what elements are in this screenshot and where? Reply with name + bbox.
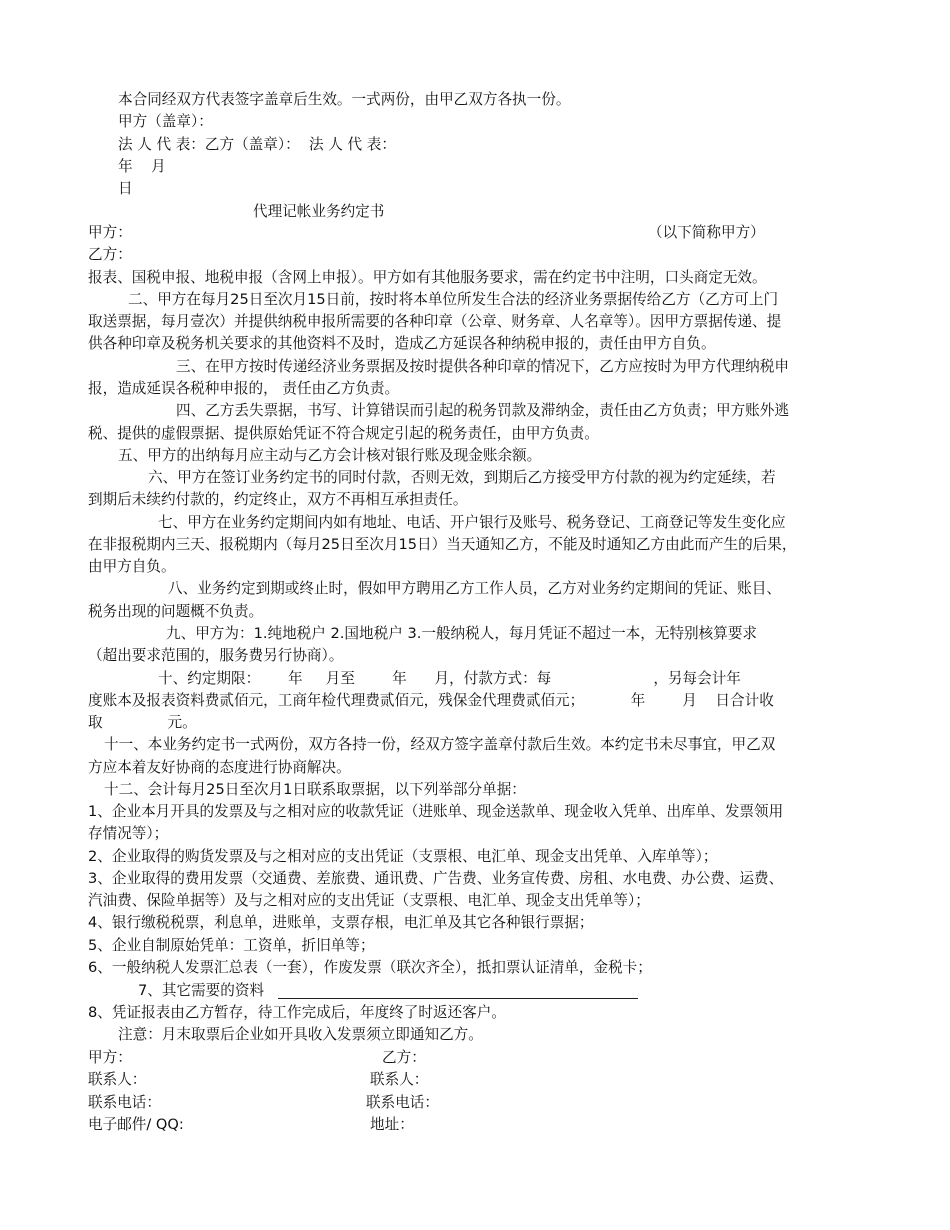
paragraph-line: 4、银行缴税税票，利息单，进账单，支票存根，电汇单及其它各种银行票据；	[88, 914, 594, 931]
paragraph-line: 8、凭证报表由乙方暂存，待工作完成后，年度终了时返还客户。	[88, 1004, 506, 1021]
sign-party-b: 乙方：	[382, 1049, 426, 1066]
paragraph-line: 供各种印章及税务机关要求的其他资料不及时，造成乙方延误各种纳税申报的，责任由甲方自负。	[88, 335, 716, 352]
legal-rep-line: 法 人 代 表：乙方（盖章）： 法 人 代 表：	[118, 136, 396, 153]
paragraph-line: 由甲方自负。	[88, 558, 176, 575]
paragraph-line: 7、其它需要的资料	[138, 982, 265, 999]
party-b-contact: 联系人：	[370, 1071, 429, 1088]
paragraph-line: 十、约定期限： 年 月至 年 月，付款方式：每 ，另每会计年	[158, 670, 741, 687]
party-a-alias-note: （以下简称甲方）	[648, 224, 765, 241]
paragraph-line: 2、企业取得的购货发票及与之相对应的支出凭证（支票根、电汇单、现金支出凭单、入库单等）；	[88, 848, 718, 865]
party-a-label: 甲方：	[88, 224, 132, 241]
party-a-email-qq: 电子邮件/ QQ:	[88, 1116, 184, 1133]
paragraph-line: 方应本着友好协商的态度进行协商解决。	[88, 759, 351, 776]
fill-in-underline	[278, 998, 638, 999]
paragraph-line: 税务出现的问题概不负责。	[88, 603, 264, 620]
party-b-phone: 联系电话：	[366, 1094, 439, 1111]
paragraph-line: 1、企业本月开具的发票及与之相对应的收款凭证（进账单、现金送款单、现金收入凭单、出库单、发票领用	[88, 803, 784, 820]
paragraph-line: 三、在甲方按时传递经济业务票据及按时提供各种印章的情况下，乙方应按时为甲方代理纳税申	[176, 358, 789, 375]
paragraph-line: 十一、本业务约定书一式两份，双方各持一份，经双方签字盖章付款后生效。本约定书未尽事宜，甲乙双	[104, 736, 776, 753]
paragraph-line: 3、企业取得的费用发票（交通费、差旅费、通讯费、广告费、业务宣传费、房租、水电费、办公费、运费、	[88, 870, 784, 887]
paragraph-line: 存情况等）；	[88, 825, 169, 842]
paragraph-line: 取 元。	[88, 714, 197, 731]
paragraph-line: 七、甲方在业务约定期间内如有地址、电话、开户银行及账号、税务登记、工商登记等发生变化应	[158, 514, 786, 531]
paragraph-line: 九、甲方为：1.纯地税户 2.国地税户 3.一般纳税人，每月凭证不超过一本，无特别核算要求	[166, 625, 758, 642]
paragraph-line: 到期后未续约付款的，约定终止，双方不再相互承担责任。	[88, 491, 468, 508]
paragraph-line: （超出要求范围的，服务费另行协商）。	[88, 647, 344, 664]
paragraph-line: 六、甲方在签订业务约定书的同时付款，否则无效，到期后乙方接受甲方付款的视为约定延续，若	[148, 469, 776, 486]
paragraph-line: 八、业务约定到期或终止时，假如甲方聘用乙方工作人员，乙方对业务约定期间的凭证、账目、	[168, 580, 781, 597]
sign-party-a: 甲方：	[88, 1049, 132, 1066]
paragraph-line: 度账本及报表资料费贰佰元，工商年检代理费贰佰元，残保金代理费贰佰元； 年 月 日合计收	[88, 692, 774, 709]
party-a-contact: 联系人：	[88, 1071, 147, 1088]
document-title: 代理记帐业务约定书	[253, 203, 385, 220]
paragraph-line: 五、甲方的出纳每月应主动与乙方会计核对银行账及现金账余额。	[118, 447, 542, 464]
paragraph-line: 报，造成延误各税种申报的， 责任由乙方负责。	[88, 380, 400, 397]
date-day: 日	[118, 180, 133, 197]
effect-clause: 本合同经双方代表签字盖章后生效。一式两份，由甲乙双方各执一份。	[118, 91, 571, 108]
paragraph-line: 取送票据，每月壹次）并提供纳税申报所需要的各种印章（公章、财务章、人名章等）。因甲方票据传递、提	[88, 313, 782, 330]
paragraph-line: 汽油费、保险单据等）及与之相对应的支出凭证（支票根、电汇单、现金支出凭单等）；	[88, 892, 650, 909]
party-a-seal-label: 甲方（盖章）：	[118, 113, 213, 130]
date-year-month: 年 月	[118, 158, 166, 175]
paragraph-line: 十二、会计每月25日至次月1日联系取票据，以下列举部分单据：	[104, 781, 526, 798]
party-b-address: 地址：	[370, 1116, 414, 1133]
party-b-label: 乙方：	[88, 246, 132, 263]
paragraph-line: 税、提供的虚假票据、提供原始凭证不符合规定引起的税务责任，由甲方负责。	[88, 425, 599, 442]
party-a-phone: 联系电话：	[88, 1094, 161, 1111]
paragraph-line: 四、乙方丢失票据，书写、计算错误而引起的税务罚款及滞纳金，责任由乙方负责；甲方账外逃	[176, 402, 789, 419]
paragraph-line: 5、企业自制原始凭单：工资单，折旧单等；	[88, 937, 375, 954]
paragraph-line: 报表、国税申报、地税申报（含网上申报）。甲方如有其他服务要求，需在约定书中注明，口头商定无效。	[88, 269, 767, 286]
paragraph-line: 二、甲方在每月25日至次月15日前，按时将本单位所发生合法的经济业务票据传给乙方（乙方可上门	[128, 291, 779, 308]
paragraph-line: 6、一般纳税人发票汇总表（一套），作废发票（联次齐全），抵扣票认证清单，金税卡；	[88, 959, 652, 976]
paragraph-line: 在非报税期内三天、报税期内（每月25日至次月15日）当天通知乙方，不能及时通知乙方由此而产生的后果，	[88, 536, 797, 553]
paragraph-line: 注意：月末取票后企业如开具收入发票须立即通知乙方。	[118, 1026, 483, 1043]
